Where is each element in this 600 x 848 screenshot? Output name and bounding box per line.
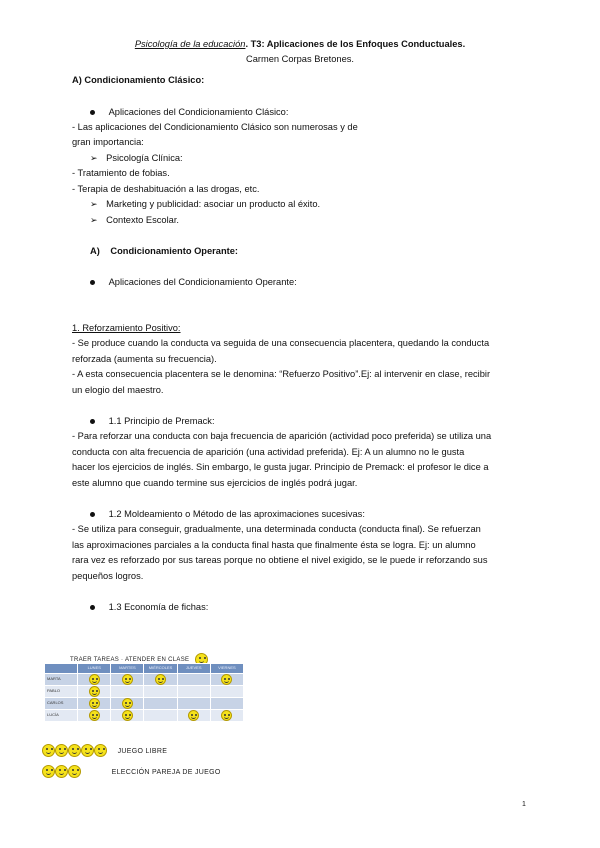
token-table-header bbox=[45, 664, 244, 674]
smiley-token-icon bbox=[122, 698, 133, 709]
smiley-token-icon bbox=[89, 674, 100, 685]
author: Carmen Corpas Bretones. bbox=[246, 54, 354, 64]
text-line: - Tratamiento de fobias. bbox=[72, 168, 170, 178]
token-cell bbox=[111, 674, 144, 686]
token-cell bbox=[111, 698, 144, 710]
bullet-item bbox=[90, 509, 365, 520]
text-line: - Las aplicaciones del Condicionamiento Clásico son numerosas y de bbox=[72, 122, 358, 132]
arrow-bullet-icon: ➢ bbox=[90, 153, 98, 163]
token-cell bbox=[144, 698, 177, 710]
bullet-text: 1.2 Moldeamiento o Método de las aproximaciones sucesivas: bbox=[108, 509, 365, 519]
bullet-text: Aplicaciones del Condicionamiento Operante: bbox=[108, 277, 297, 287]
text-line: - Se produce cuando la conducta va seguida de una consecuencia placentera, quedando la conducta bbox=[72, 338, 490, 348]
token-cell bbox=[177, 674, 210, 686]
section-a-heading: A) Condicionamiento Clásico: bbox=[72, 75, 205, 85]
token-cell bbox=[210, 686, 243, 698]
reward-label: ELECCIÓN PAREJA DE JUEGO bbox=[111, 768, 221, 776]
bullet-text: Aplicaciones del Condicionamiento Clásico: bbox=[108, 107, 289, 117]
text-line: las aproximaciones parciales a la conducta final hasta que finalmente ésta se logra. Ej: un alumno bbox=[72, 540, 476, 550]
smiley-token-icon bbox=[122, 710, 133, 721]
smiley-token-icon bbox=[89, 698, 100, 709]
text-line: pequeños logros. bbox=[72, 571, 144, 581]
day-header: JUEVES bbox=[177, 664, 210, 674]
smiley-token-icon bbox=[221, 674, 232, 685]
course-name: Psicología de la educación bbox=[134, 39, 246, 49]
bullet-text: 1.3 Economía de fichas: bbox=[108, 602, 209, 612]
text-line: - Se utiliza para conseguir, gradualmente, una determinada conducta (conducta final). Se refuerzan bbox=[72, 524, 481, 534]
text-line: un elogio del maestro. bbox=[72, 385, 164, 395]
token-table-corner bbox=[45, 664, 78, 674]
text-line: hacer los ejercicios de inglés. Sin embargo, le gusta jugar. Principio de Premack: el profesor le dice a bbox=[72, 462, 489, 472]
smiley-icon bbox=[42, 744, 55, 757]
smiley-icon bbox=[55, 765, 68, 778]
arrow-bullet-icon: ➢ bbox=[90, 215, 98, 225]
student-name: CARLOS bbox=[45, 698, 78, 710]
arrow-item-text: Psicología Clínica: bbox=[106, 153, 183, 163]
table-row bbox=[45, 710, 244, 722]
token-cell bbox=[177, 710, 210, 722]
table-row bbox=[45, 674, 244, 686]
text-line: - Para reforzar una conducta con baja frecuencia de aparición (actividad poco preferida) se utiliza una bbox=[72, 431, 492, 441]
bullet-icon bbox=[90, 605, 95, 610]
token-cell bbox=[210, 698, 243, 710]
smiley-icon bbox=[68, 765, 81, 778]
bullet-text: 1.1 Principio de Premack: bbox=[108, 416, 215, 426]
bullet-item bbox=[90, 602, 208, 613]
section-b-heading bbox=[90, 246, 238, 257]
token-cell bbox=[210, 674, 243, 686]
reward-label: JUEGO LIBRE bbox=[117, 747, 168, 755]
arrow-item-text: Marketing y publicidad: asociar un producto al éxito. bbox=[106, 199, 321, 209]
arrow-bullet-icon: ➢ bbox=[90, 199, 98, 209]
token-cell bbox=[210, 710, 243, 722]
bullet-icon bbox=[90, 280, 95, 285]
title-rest: . T3: Aplicaciones de los Enfoques Conductuales. bbox=[245, 39, 466, 49]
document-title bbox=[0, 39, 600, 50]
token-table bbox=[44, 663, 244, 722]
reward-row bbox=[42, 765, 221, 778]
text-line: conducta con alta frecuencia de aparición (una actividad preferida). Ej: A un alumno no le gusta bbox=[72, 447, 465, 457]
arrow-item bbox=[90, 199, 320, 210]
token-cell bbox=[144, 674, 177, 686]
smiley-token-icon bbox=[188, 710, 199, 721]
token-cell bbox=[78, 674, 111, 686]
smiley-icon bbox=[42, 765, 55, 778]
student-name: LUCÍA bbox=[45, 710, 78, 722]
refuerzo-heading: 1. Reforzamiento Positivo: bbox=[72, 323, 181, 333]
bullet-item bbox=[90, 416, 215, 427]
text-line: este alumno que cuando termine sus ejercicios de inglés podrá jugar. bbox=[72, 478, 358, 488]
bullet-item bbox=[90, 107, 288, 118]
text-line: rara vez es reforzado por sus tareas porque no obtiene el nivel exigido, se le puede ir reforzando sus bbox=[72, 555, 488, 565]
token-cell bbox=[78, 698, 111, 710]
bullet-icon bbox=[90, 512, 95, 517]
bullet-icon bbox=[90, 110, 95, 115]
token-chart bbox=[44, 663, 244, 722]
token-cell bbox=[144, 710, 177, 722]
arrow-item bbox=[90, 215, 179, 226]
table-row bbox=[45, 686, 244, 698]
token-cell bbox=[144, 686, 177, 698]
page-number: 1 bbox=[522, 801, 526, 808]
reward-row bbox=[42, 744, 167, 757]
token-cell bbox=[177, 686, 210, 698]
token-chart-title-text: TRAER TAREAS · ATENDER EN CLASE bbox=[70, 657, 190, 664]
smiley-icon bbox=[55, 744, 68, 757]
bullet-item bbox=[90, 277, 297, 288]
smiley-token-icon bbox=[122, 674, 133, 685]
day-header: MARTES bbox=[111, 664, 144, 674]
smiley-token-icon bbox=[89, 710, 100, 721]
day-header: MIÉRCOLES bbox=[144, 664, 177, 674]
text-line: reforzada (aumenta su frecuencia). bbox=[72, 354, 217, 364]
student-name: PABLO bbox=[45, 686, 78, 698]
smiley-token-icon bbox=[89, 686, 100, 697]
section-b-marker: A) bbox=[90, 246, 100, 256]
day-header: LUNES bbox=[78, 664, 111, 674]
arrow-item bbox=[90, 153, 183, 164]
smiley-token-icon bbox=[155, 674, 166, 685]
smiley-icon bbox=[94, 744, 107, 757]
smiley-icon bbox=[68, 744, 81, 757]
bullet-icon bbox=[90, 419, 95, 424]
smiley-icon bbox=[81, 744, 94, 757]
section-b-heading-text: Condicionamiento Operante: bbox=[110, 246, 238, 256]
token-cell bbox=[78, 686, 111, 698]
day-header: VIERNES bbox=[210, 664, 243, 674]
text-line: - Terapia de deshabituación a las drogas, etc. bbox=[72, 184, 260, 194]
text-line: gran importancia: bbox=[72, 137, 144, 147]
token-cell bbox=[111, 686, 144, 698]
arrow-item-text: Contexto Escolar. bbox=[106, 215, 180, 225]
token-cell bbox=[78, 710, 111, 722]
smiley-token-icon bbox=[221, 710, 232, 721]
token-cell bbox=[111, 710, 144, 722]
student-name: MARTA bbox=[45, 674, 78, 686]
token-cell bbox=[177, 698, 210, 710]
text-line: - A esta consecuencia placentera se le denomina: “Refuerzo Positivo”.Ej: al intervenir en clase, recibir bbox=[72, 369, 491, 379]
table-row bbox=[45, 698, 244, 710]
